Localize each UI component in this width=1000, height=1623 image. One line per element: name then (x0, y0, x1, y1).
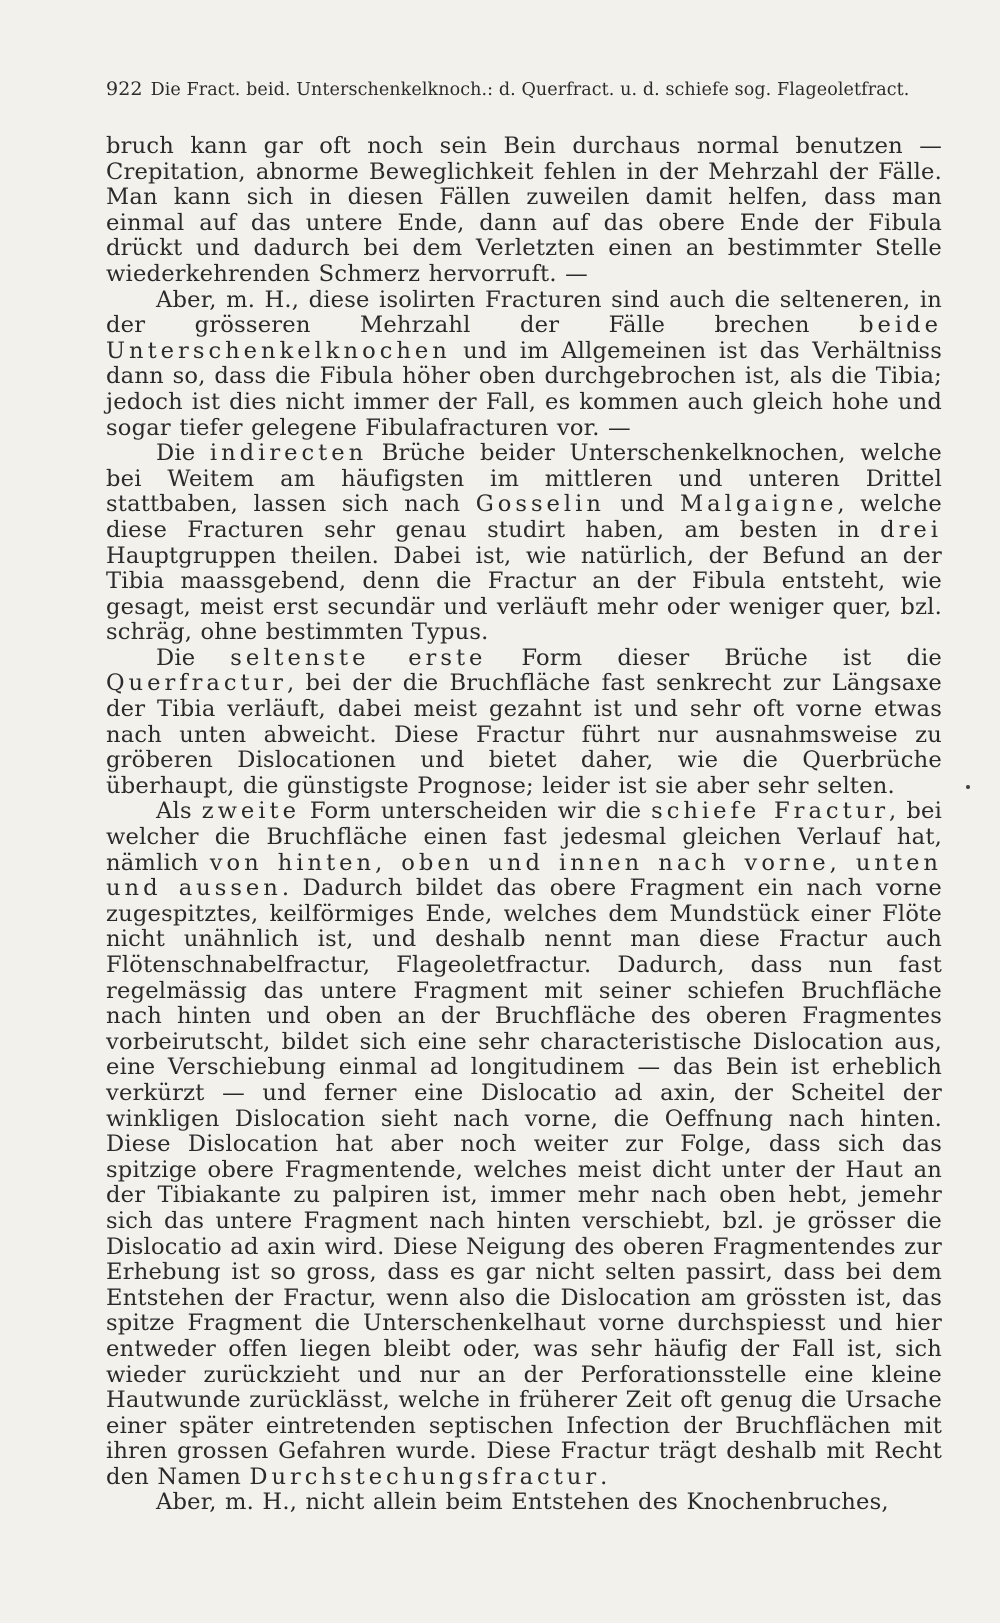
emphasis-beide-unterschenkelknochen: beide Unterschenkelknochen (106, 312, 942, 364)
running-head (106, 78, 942, 100)
text-run: Die (156, 644, 231, 671)
paragraph-2 (106, 288, 942, 442)
emphasis-durchstechungsfractur: Durchstechungsfractur (249, 1463, 601, 1490)
text-run: Form dieser Brüche ist die (486, 644, 942, 671)
paragraph-4 (106, 646, 942, 800)
text-run: . Dadurch bildet das obere Fragment ein nach vorne zugespitztes, keilförmiges Ende, welches dem Mundstück einer Flöte nicht unähnlich ist, und deshalb nennt man diese Fractur auch Flötenschnabelfractur, Flageoletfractur. Dadurch, dass nun fast regelmässig das untere Fragment mit seiner schiefen Bruchfläche nach hinten und oben an der Bruchfläche des oberen Fragmentes vorbeirutscht, bildet sich eine sehr characteristische Dislocation aus, eine Verschiebung einmal ad longitudinem — das Bein ist erheblich verkürzt — und ferner eine Dislocatio ad axin, der Scheitel der winkligen Dislocation sieht nach vorne, die Oeffnung nach hinten. Diese Dislocation hat aber noch weiter zur Folge, dass sich das spitzige obere Fragmentende, welches meist dicht unter der Haut an der Tibiakante zu palpiren ist, immer mehr nach oben hebt, jemehr sich das untere Fragment nach hinten verschiebt, bzl. je grösser die Dislocatio ad axin wird. Diese Neigung des oberen Fragmentendes zur Erhebung ist so gross, dass es gar nicht selten passirt, dass bei dem Entstehen der Fractur, wenn also die Dislocation am grössten ist, das spitze Fragment die Unterschenkelhaut vorne durchspiesst und hier entweder offen liegen bleibt oder, was sehr häufig der Fall ist, sich wieder zurückzieht und nur an der Perforationsstelle eine kleine Hautwunde zurücklässt, welche in früherer Zeit oft genug die Ursache einer später eintretenden septischen Infection der Bruchflächen mit ihren grossen Gefahren wurde. Diese Fractur trägt deshalb mit Recht den Namen (106, 875, 942, 1490)
text-run: Die (156, 440, 210, 467)
emphasis-schiefe-fractur: schiefe Fractur (651, 798, 890, 825)
text-run: Aber, m. H., diese isolirten Fracturen sind auch die selteneren, in der grösseren Mehrzahl der Fälle brechen (106, 286, 942, 339)
text-run: Hauptgruppen theilen. Dabei ist, wie natürlich, der Befund an der Tibia maassgebend, denn die Fractur an der Fibula entsteht, wie gesagt, meist erst secundär und verläuft mehr oder weniger quer, bzl. schräg, ohne bestimmten Typus. (106, 542, 942, 646)
emphasis-indirecten: indirecten (209, 440, 368, 467)
text-run: Brüche beider Unterschenkelknochen, welche bei Weitem am häufigsten im mittleren und unteren Drittel stattbaben, lassen sich nach (106, 440, 942, 518)
text-run: , bei welcher die Bruchfläche einen fast jedesmal gleichen Verlauf hat, nämlich (106, 798, 942, 876)
text-run: und (604, 491, 681, 518)
paragraph-3 (106, 441, 942, 646)
emphasis-gosselin: Gosselin (475, 491, 605, 518)
paragraph-6: Aber, m. H., nicht allein beim Entstehen des Knochenbruches, (156, 1489, 889, 1516)
emphasis-direction: von hinten, oben und innen nach vorne, unten und aussen (106, 849, 942, 902)
running-title: Die Fract. beid. Unterschenkelknoch.: d. Querfract. u. d. schiefe sog. Flageoletfract. (150, 80, 910, 100)
emphasis-zweite: zweite (201, 798, 300, 825)
emphasis-drei: drei (880, 516, 942, 543)
emphasis-querfractur: Querfractur (106, 670, 287, 697)
text-run: . (600, 1463, 608, 1490)
body-text (106, 134, 942, 1516)
text-run: und im Allgemeinen ist das Verhältniss dann so, dass die Fibula höher oben durchgebrochen ist, als die Tibia; jedoch ist dies nicht immer der Fall, es kommen auch gleich hohe und sogar tiefer gelegene Fibulafracturen vor. — (106, 337, 942, 441)
text-run: Als (156, 798, 202, 825)
text-run: , welche diese Fracturen sehr genau studirt haben, am besten in (106, 491, 942, 543)
text-run: , bei der die Bruchfläche fast senkrecht zur Längsaxe der Tibia verläuft, dabei meist gezahnt ist und sehr oft vorne etwas nach unten abweicht. Diese Fractur führt nur ausnahmsweise zu gröberen Dislocationen und bietet daher, wie die Querbrüche überhaupt, die günstigste Prognose; leider ist sie aber sehr selten. (106, 670, 942, 799)
margin-speck (966, 785, 970, 789)
text-run: Form unterscheiden wir die (299, 798, 652, 825)
emphasis-seltenste-erste: seltenste erste (230, 644, 487, 671)
paragraph-1: bruch kann gar oft noch sein Bein durchaus normal benutzen — Crepitation, abnorme Beweglichkeit fehlen in der Mehrzahl der Fälle. Man kann sich in diesen Fällen zuweilen damit helfen, dass man einmal auf das untere Ende, dann auf das obere Ende der Fibula drückt und dadurch bei dem Verletzten einen an bestimmter Stelle wiederkehrenden Schmerz hervorruft. — (106, 133, 942, 287)
emphasis-malgaigne: Malgaigne (680, 491, 838, 518)
paragraph-5 (106, 799, 942, 1490)
page-number: 922 (106, 78, 143, 100)
